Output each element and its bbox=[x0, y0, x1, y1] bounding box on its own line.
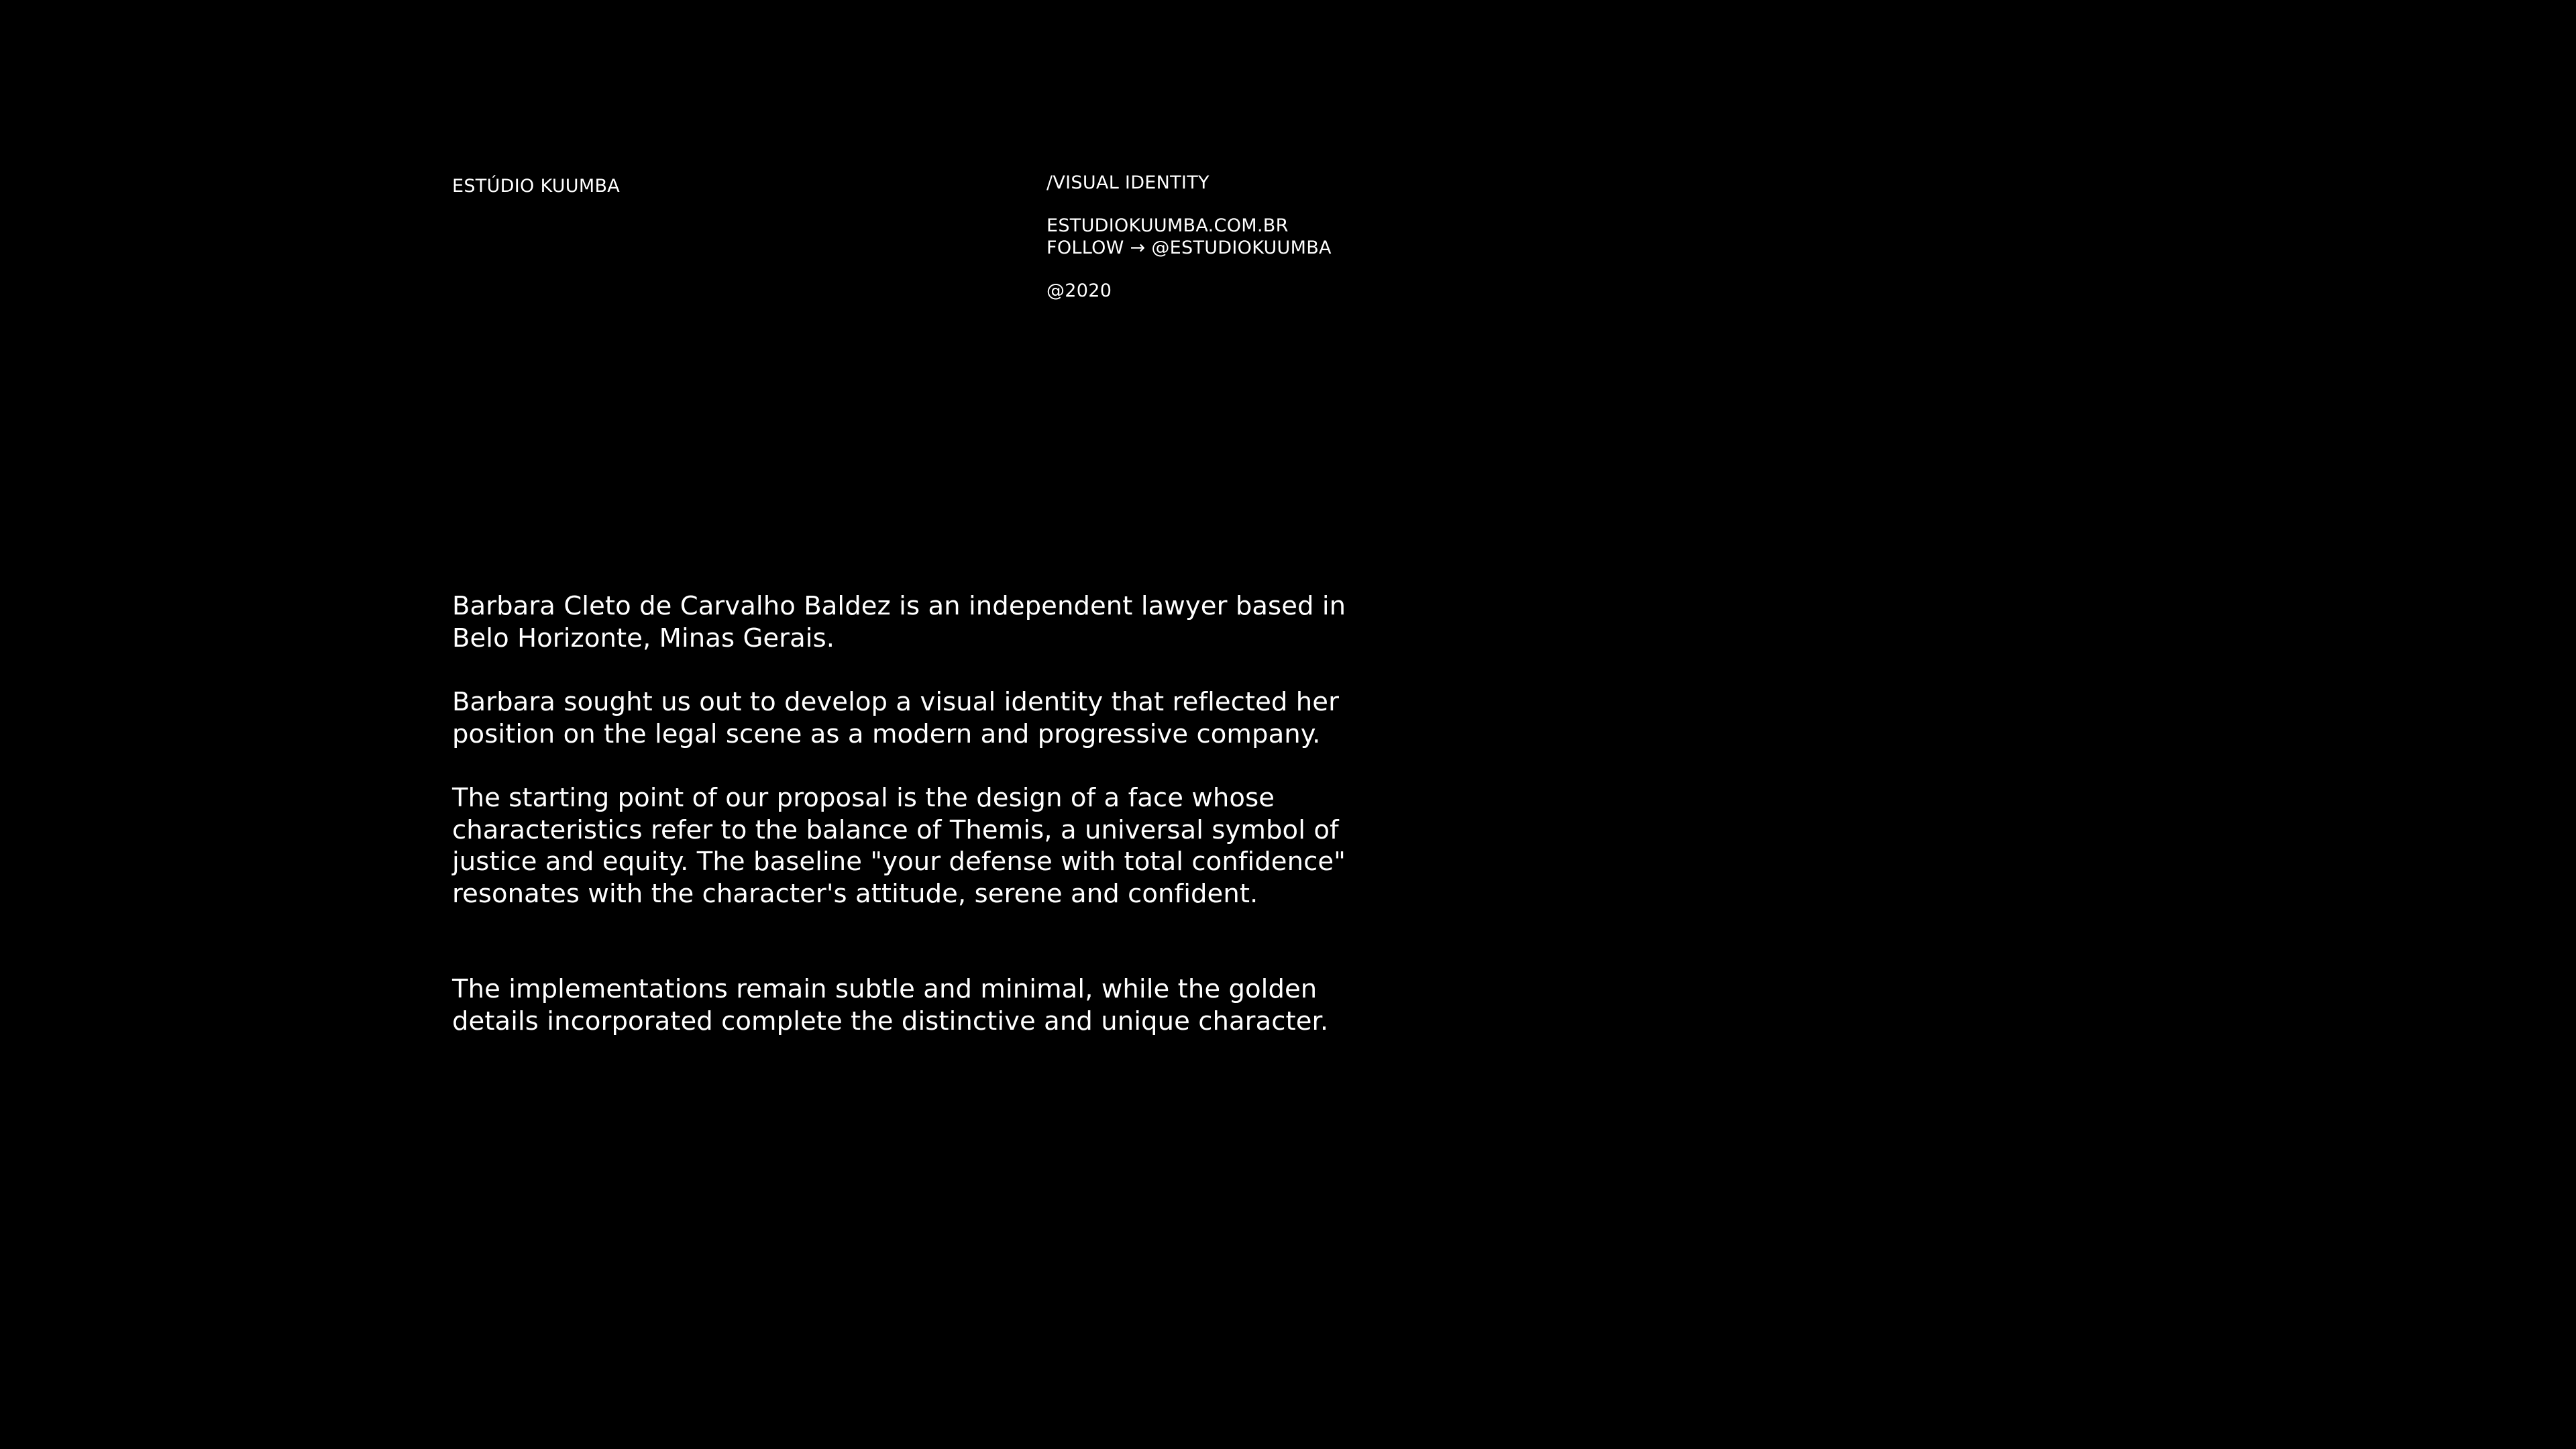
paragraph-concept: The starting point of our proposal is the design of a face whose characteristics refer to the balance of Themis, a universal symbol of justice and equity. The baseline "your defense with total confidence" resonates with the character's attitude, serene and confident. bbox=[452, 783, 1346, 909]
year-label: @2020 bbox=[1046, 280, 1112, 301]
paragraph-implementation: The implementations remain subtle and minimal, while the golden details incorporated complete the distinctive and unique character. bbox=[452, 974, 1329, 1036]
project-meta bbox=[1046, 172, 1332, 302]
website-link[interactable]: ESTUDIOKUUMBA.COM.BR bbox=[1046, 215, 1289, 236]
category-label: /VISUAL IDENTITY bbox=[1046, 172, 1210, 193]
follow-link[interactable]: FOLLOW → @ESTUDIOKUUMBA bbox=[1046, 237, 1332, 258]
paragraph-goal: Barbara sought us out to develop a visual identity that reflected her position on the legal scene as a modern and progressive company. bbox=[452, 687, 1340, 749]
project-description bbox=[452, 590, 1364, 1037]
paragraph-intro: Barbara Cleto de Carvalho Baldez is an independent lawyer based in Belo Horizonte, Minas Gerais. bbox=[452, 591, 1346, 653]
brand-name: ESTÚDIO KUUMBA bbox=[452, 176, 621, 197]
